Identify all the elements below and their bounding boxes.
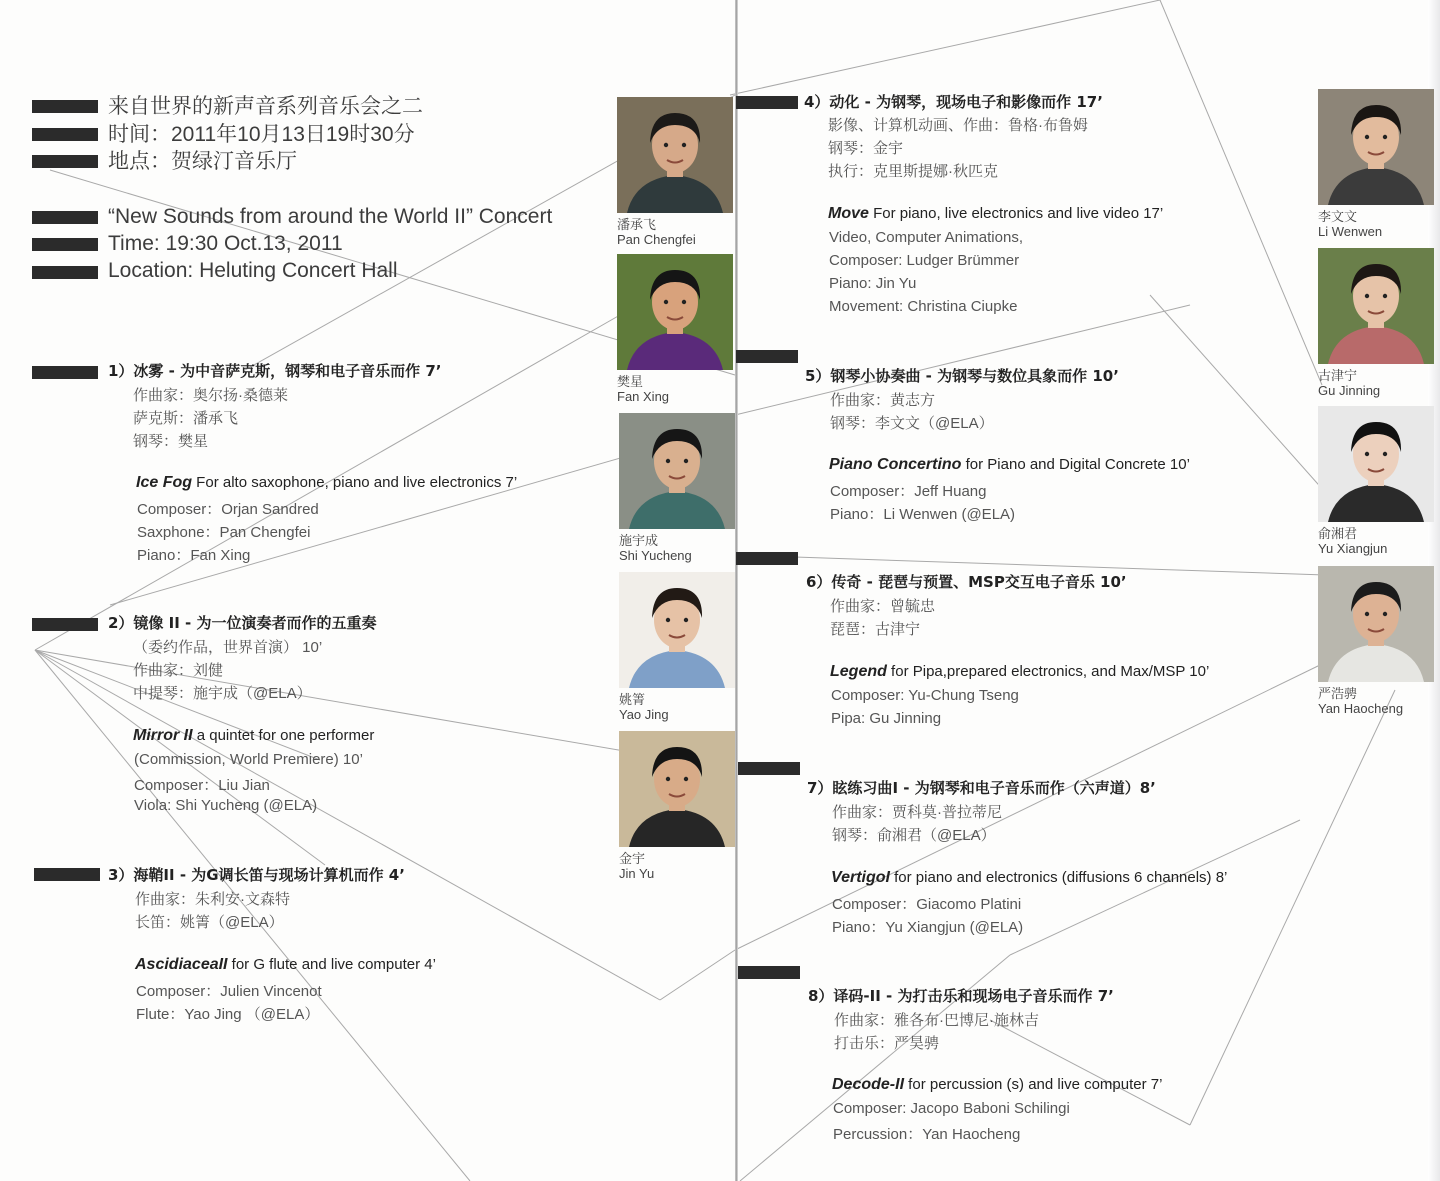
portrait-image: [619, 413, 735, 529]
work-description: For alto saxophone, piano and live electronics 7’: [192, 474, 518, 491]
piece-bar: [32, 366, 98, 379]
header-bar: [32, 155, 98, 168]
performer-name-zh: 施宇成: [619, 533, 659, 548]
piece-credit-en: Piano：Li Wenwen (@ELA): [830, 506, 1016, 523]
portrait-image: [1318, 406, 1434, 522]
piece-title-en: [133, 727, 374, 745]
piece-credit-zh: 作曲家：曾毓忠: [830, 598, 936, 615]
performer-name-en: Shi Yucheng: [619, 548, 692, 563]
portrait-image: [619, 572, 735, 688]
concert-title-en: “New Sounds from around the World II” Concert: [108, 205, 553, 228]
piece-title-zh: 3）海鞘II - 为G调长笛与现场计算机而作 4’: [108, 866, 405, 884]
piece-credit-zh: 执行：克里斯提娜·秋匹克: [828, 163, 998, 180]
performer-name-zh: 姚箐: [619, 692, 646, 707]
piece-credit-en: Movement: Christina Ciupke: [829, 298, 1018, 315]
work-description: for piano and electronics (diffusions 6 channels) 8’: [889, 869, 1228, 886]
performer-name-en: Yu Xiangjun: [1318, 541, 1388, 556]
piece-credit-zh: 长笛：姚箐（@ELA）: [135, 914, 284, 931]
piece-title-en: [828, 205, 1163, 223]
performer-photo: [1318, 406, 1434, 522]
piece-title-zh: 2）镜像 II - 为一位演奏者而作的五重奏: [108, 614, 377, 632]
piece-credit-zh: 打击乐：严昊骋: [834, 1035, 940, 1052]
work-description: for G flute and live computer 4’: [227, 956, 436, 973]
piece-credit-zh: 钢琴：樊星: [133, 433, 209, 450]
piece-credit-en: Composer: Jacopo Baboni Schilingi: [833, 1100, 1070, 1117]
piece-title-en: [831, 869, 1227, 887]
piece-title-en: [830, 663, 1209, 681]
work-title: Ice Fog: [136, 474, 193, 491]
piece-credit-zh: 萨克斯：潘承飞: [133, 410, 239, 427]
piece-credit-en: Piano：Yu Xiangjun (@ELA): [832, 919, 1024, 936]
piece-credit-en: Piano：Fan Xing: [137, 547, 251, 564]
piece-credit-zh: 作曲家：黄志方: [830, 392, 936, 409]
piece-title-zh: 8）译码-II - 为打击乐和现场电子音乐而作 7’: [808, 987, 1114, 1005]
portrait-image: [617, 97, 733, 213]
work-title: Mirror II: [133, 727, 193, 744]
piece-title-zh: 6）传奇 - 琵琶与预置、MSP交互电子音乐 10’: [806, 573, 1127, 591]
header-bar: [32, 128, 98, 141]
piece-title-en: [829, 456, 1190, 474]
piece-bar: [738, 762, 800, 775]
piece-credit-zh: 作曲家：雅各布·巴博尼·施林吉: [834, 1012, 1039, 1029]
work-description: for Pipa,prepared electronics, and Max/MSP 10’: [886, 663, 1210, 680]
piece-credit-zh: 作曲家：刘健: [133, 662, 224, 679]
piece-credit-en: Composer: Ludger Brümmer: [829, 252, 1020, 269]
performer-name-en: Yan Haocheng: [1318, 701, 1404, 716]
performer-photo: [619, 731, 735, 847]
piece-credit-en: Percussion：Yan Haocheng: [833, 1126, 1021, 1143]
piece-title-zh: 1）冰雾 - 为中音萨克斯，钢琴和电子音乐而作 7’: [108, 362, 442, 380]
performer-name-en: Li Wenwen: [1318, 224, 1383, 239]
performer-name-zh: 俞湘君: [1318, 526, 1358, 541]
work-description: For piano, live electronics and live video 17’: [868, 205, 1164, 222]
work-title: Piano Concertino: [829, 456, 962, 473]
piece-credit-en: Piano: Jin Yu: [829, 275, 917, 292]
piece-bar: [736, 96, 798, 109]
performer-name-en: Yao Jing: [619, 707, 669, 722]
work-title: Decode-II: [832, 1076, 905, 1093]
piece-title-en: [136, 474, 517, 492]
piece-credit-zh: （委约作品，世界首演） 10’: [133, 639, 323, 656]
portrait-image: [1318, 248, 1434, 364]
piece-bar: [736, 552, 798, 565]
piece-credit-zh: 作曲家：贾科莫·普拉蒂尼: [832, 804, 1002, 821]
piece-credit-zh: 钢琴：俞湘君（@ELA）: [832, 827, 996, 844]
performer-photo: [1318, 566, 1434, 682]
piece-title-zh: 7）眩练习曲I - 为钢琴和电子音乐而作（六声道）8’: [807, 779, 1156, 797]
piece-credit-en: Flute：Yao Jing （@ELA）: [136, 1006, 320, 1023]
piece-bar: [736, 350, 798, 363]
header-bar: [32, 211, 98, 224]
work-description: for Piano and Digital Concrete 10’: [961, 456, 1190, 473]
piece-credit-en: Composer：Orjan Sandred: [137, 501, 319, 518]
portrait-image: [617, 254, 733, 370]
concert-location-en: Location: Heluting Concert Hall: [108, 259, 398, 282]
performer-photo: [1318, 248, 1434, 364]
piece-title-zh: 5）钢琴小协奏曲 - 为钢琴与数位具象而作 10’: [805, 367, 1119, 385]
piece-credit-zh: 中提琴：施宇成（@ELA）: [133, 685, 312, 702]
work-title: AscidiaceaII: [135, 956, 228, 973]
concert-time-en: Time: 19:30 Oct.13, 2011: [108, 232, 343, 255]
performer-name-zh: 潘承飞: [617, 217, 657, 232]
piece-credit-en: Pipa: Gu Jinning: [831, 710, 942, 727]
piece-bar: [32, 618, 98, 631]
work-description: a quintet for one performer: [192, 727, 375, 744]
concert-location-zh: 地点：贺绿汀音乐厅: [108, 150, 297, 173]
performer-name-zh: 严浩骋: [1318, 686, 1358, 701]
performer-name-en: Pan Chengfei: [617, 232, 696, 247]
performer-name-zh: 李文文: [1318, 209, 1358, 224]
piece-credit-en: Composer：Liu Jian: [134, 777, 270, 794]
performer-name-zh: 樊星: [617, 374, 644, 389]
piece-credit-zh: 作曲家：奥尔扬·桑德莱: [133, 387, 288, 404]
performer-name-en: Gu Jinning: [1318, 383, 1381, 398]
performer-photo: [617, 254, 733, 370]
piece-credit-en: Saxphone：Pan Chengfei: [137, 524, 311, 541]
piece-credit-en: Composer：Jeff Huang: [830, 483, 987, 500]
performer-name-zh: 古津宁: [1318, 368, 1358, 383]
piece-credit-zh: 钢琴：金宇: [828, 140, 904, 157]
concert-title-zh: 来自世界的新声音系列音乐会之二: [108, 95, 423, 118]
piece-bar: [34, 868, 100, 881]
piece-credit-en: Video, Computer Animations,: [829, 229, 1023, 246]
piece-credit-zh: 影像、计算机动画、作曲：鲁格·布鲁姆: [828, 117, 1088, 134]
performer-photo: [617, 97, 733, 213]
piece-title-en: [832, 1076, 1162, 1094]
piece-title-zh: 4）动化 - 为钢琴，现场电子和影像而作 17’: [804, 93, 1103, 111]
piece-credit-zh: 钢琴：李文文（@ELA）: [830, 415, 994, 432]
performer-photo: [1318, 89, 1434, 205]
portrait-image: [1318, 566, 1434, 682]
performer-name-en: Fan Xing: [617, 389, 670, 404]
piece-title-en: [135, 956, 436, 974]
header-bar: [32, 238, 98, 251]
header-bar: [32, 100, 98, 113]
piece-credit-en: Composer：Julien Vincenot: [136, 983, 322, 1000]
piece-credit-en: (Commission, World Premiere) 10’: [134, 751, 363, 768]
work-title: Legend: [830, 663, 887, 680]
performer-name-zh: 金宇: [619, 851, 646, 866]
portrait-image: [619, 731, 735, 847]
performer-photo: [619, 572, 735, 688]
work-description: for percussion (s) and live computer 7’: [904, 1076, 1163, 1093]
piece-credit-en: Composer: Yu-Chung Tseng: [831, 687, 1019, 704]
performer-name-en: Jin Yu: [619, 866, 655, 881]
piece-credit-en: Viola: Shi Yucheng (@ELA): [134, 797, 318, 814]
piece-credit-en: Composer：Giacomo Platini: [832, 896, 1022, 913]
piece-bar: [738, 966, 800, 979]
work-title: VertigoI: [831, 869, 890, 886]
piece-credit-zh: 作曲家：朱利安·文森特: [135, 891, 290, 908]
work-title: Move: [828, 205, 869, 222]
header-bar: [32, 266, 98, 279]
center-fold: [735, 0, 738, 1181]
concert-time-zh: 时间：2011年10月13日19时30分: [108, 123, 415, 146]
performer-photo: [619, 413, 735, 529]
piece-credit-zh: 琵琶：古津宁: [830, 621, 921, 638]
portrait-image: [1318, 89, 1434, 205]
